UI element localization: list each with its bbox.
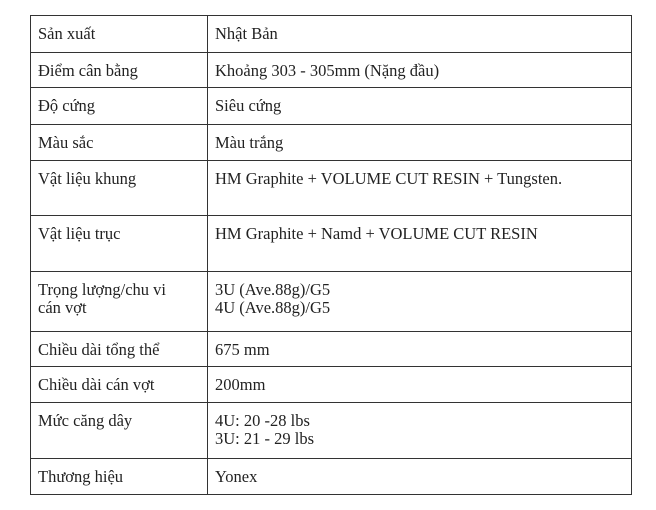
table-row <box>31 403 632 459</box>
row-value <box>208 53 632 88</box>
row-label <box>31 88 208 125</box>
table-row <box>31 125 632 161</box>
value-line: HM Graphite + Namd + VOLUME CUT RESIN <box>215 224 538 243</box>
value-line: HM Graphite + VOLUME CUT RESIN + Tungsten. <box>215 169 563 188</box>
label-line: Mức căng dây <box>38 411 133 430</box>
row-value <box>208 367 632 403</box>
row-label <box>31 53 208 88</box>
row-value <box>208 459 632 495</box>
label-line: Chiều dài cán vợt <box>38 375 155 394</box>
value-line: Khoảng 303 - 305mm (Nặng đầu) <box>215 61 440 80</box>
label-line: Điểm cân bằng <box>38 61 138 80</box>
row-label <box>31 16 208 53</box>
table-row <box>31 332 632 367</box>
value-line: Siêu cứng <box>215 96 282 115</box>
label-line: Trọng lượng/chu vi <box>38 280 166 299</box>
row-label <box>31 367 208 403</box>
row-value <box>208 332 632 367</box>
row-value <box>208 272 632 332</box>
row-label <box>31 403 208 459</box>
value-line: 4U: 20 -28 lbs <box>215 411 310 430</box>
value-line: Nhật Bản <box>215 24 278 43</box>
value-line: 3U: 21 - 29 lbs <box>215 429 314 448</box>
label-line: Sản xuất <box>38 24 96 43</box>
table-row <box>31 272 632 332</box>
value-line: 4U (Ave.88g)/G5 <box>215 298 331 317</box>
value-line: 200mm <box>215 375 266 394</box>
table-row <box>31 367 632 403</box>
row-value <box>208 216 632 272</box>
table-row <box>31 88 632 125</box>
row-value <box>208 403 632 459</box>
table-row <box>31 53 632 88</box>
row-label <box>31 161 208 216</box>
label-line: Vật liệu khung <box>38 169 137 188</box>
row-value <box>208 88 632 125</box>
row-value <box>208 161 632 216</box>
label-line: Chiều dài tổng thể <box>38 340 160 359</box>
value-line: Yonex <box>215 467 258 486</box>
table-row <box>31 16 632 53</box>
label-line: cán vợt <box>38 298 87 317</box>
row-label <box>31 125 208 161</box>
label-line: Thương hiệu <box>38 467 124 486</box>
table-row <box>31 161 632 216</box>
row-label <box>31 272 208 332</box>
row-label <box>31 332 208 367</box>
table-row <box>31 459 632 495</box>
value-line: 3U (Ave.88g)/G5 <box>215 280 331 299</box>
label-line: Màu sắc <box>38 133 94 152</box>
row-value <box>208 16 632 53</box>
row-label <box>31 216 208 272</box>
value-line: 675 mm <box>215 340 270 359</box>
row-value <box>208 125 632 161</box>
value-line: Màu trắng <box>215 133 284 152</box>
label-line: Độ cứng <box>38 96 96 115</box>
table-row <box>31 216 632 272</box>
spec-table <box>30 15 632 495</box>
row-label <box>31 459 208 495</box>
label-line: Vật liệu trục <box>38 224 121 243</box>
